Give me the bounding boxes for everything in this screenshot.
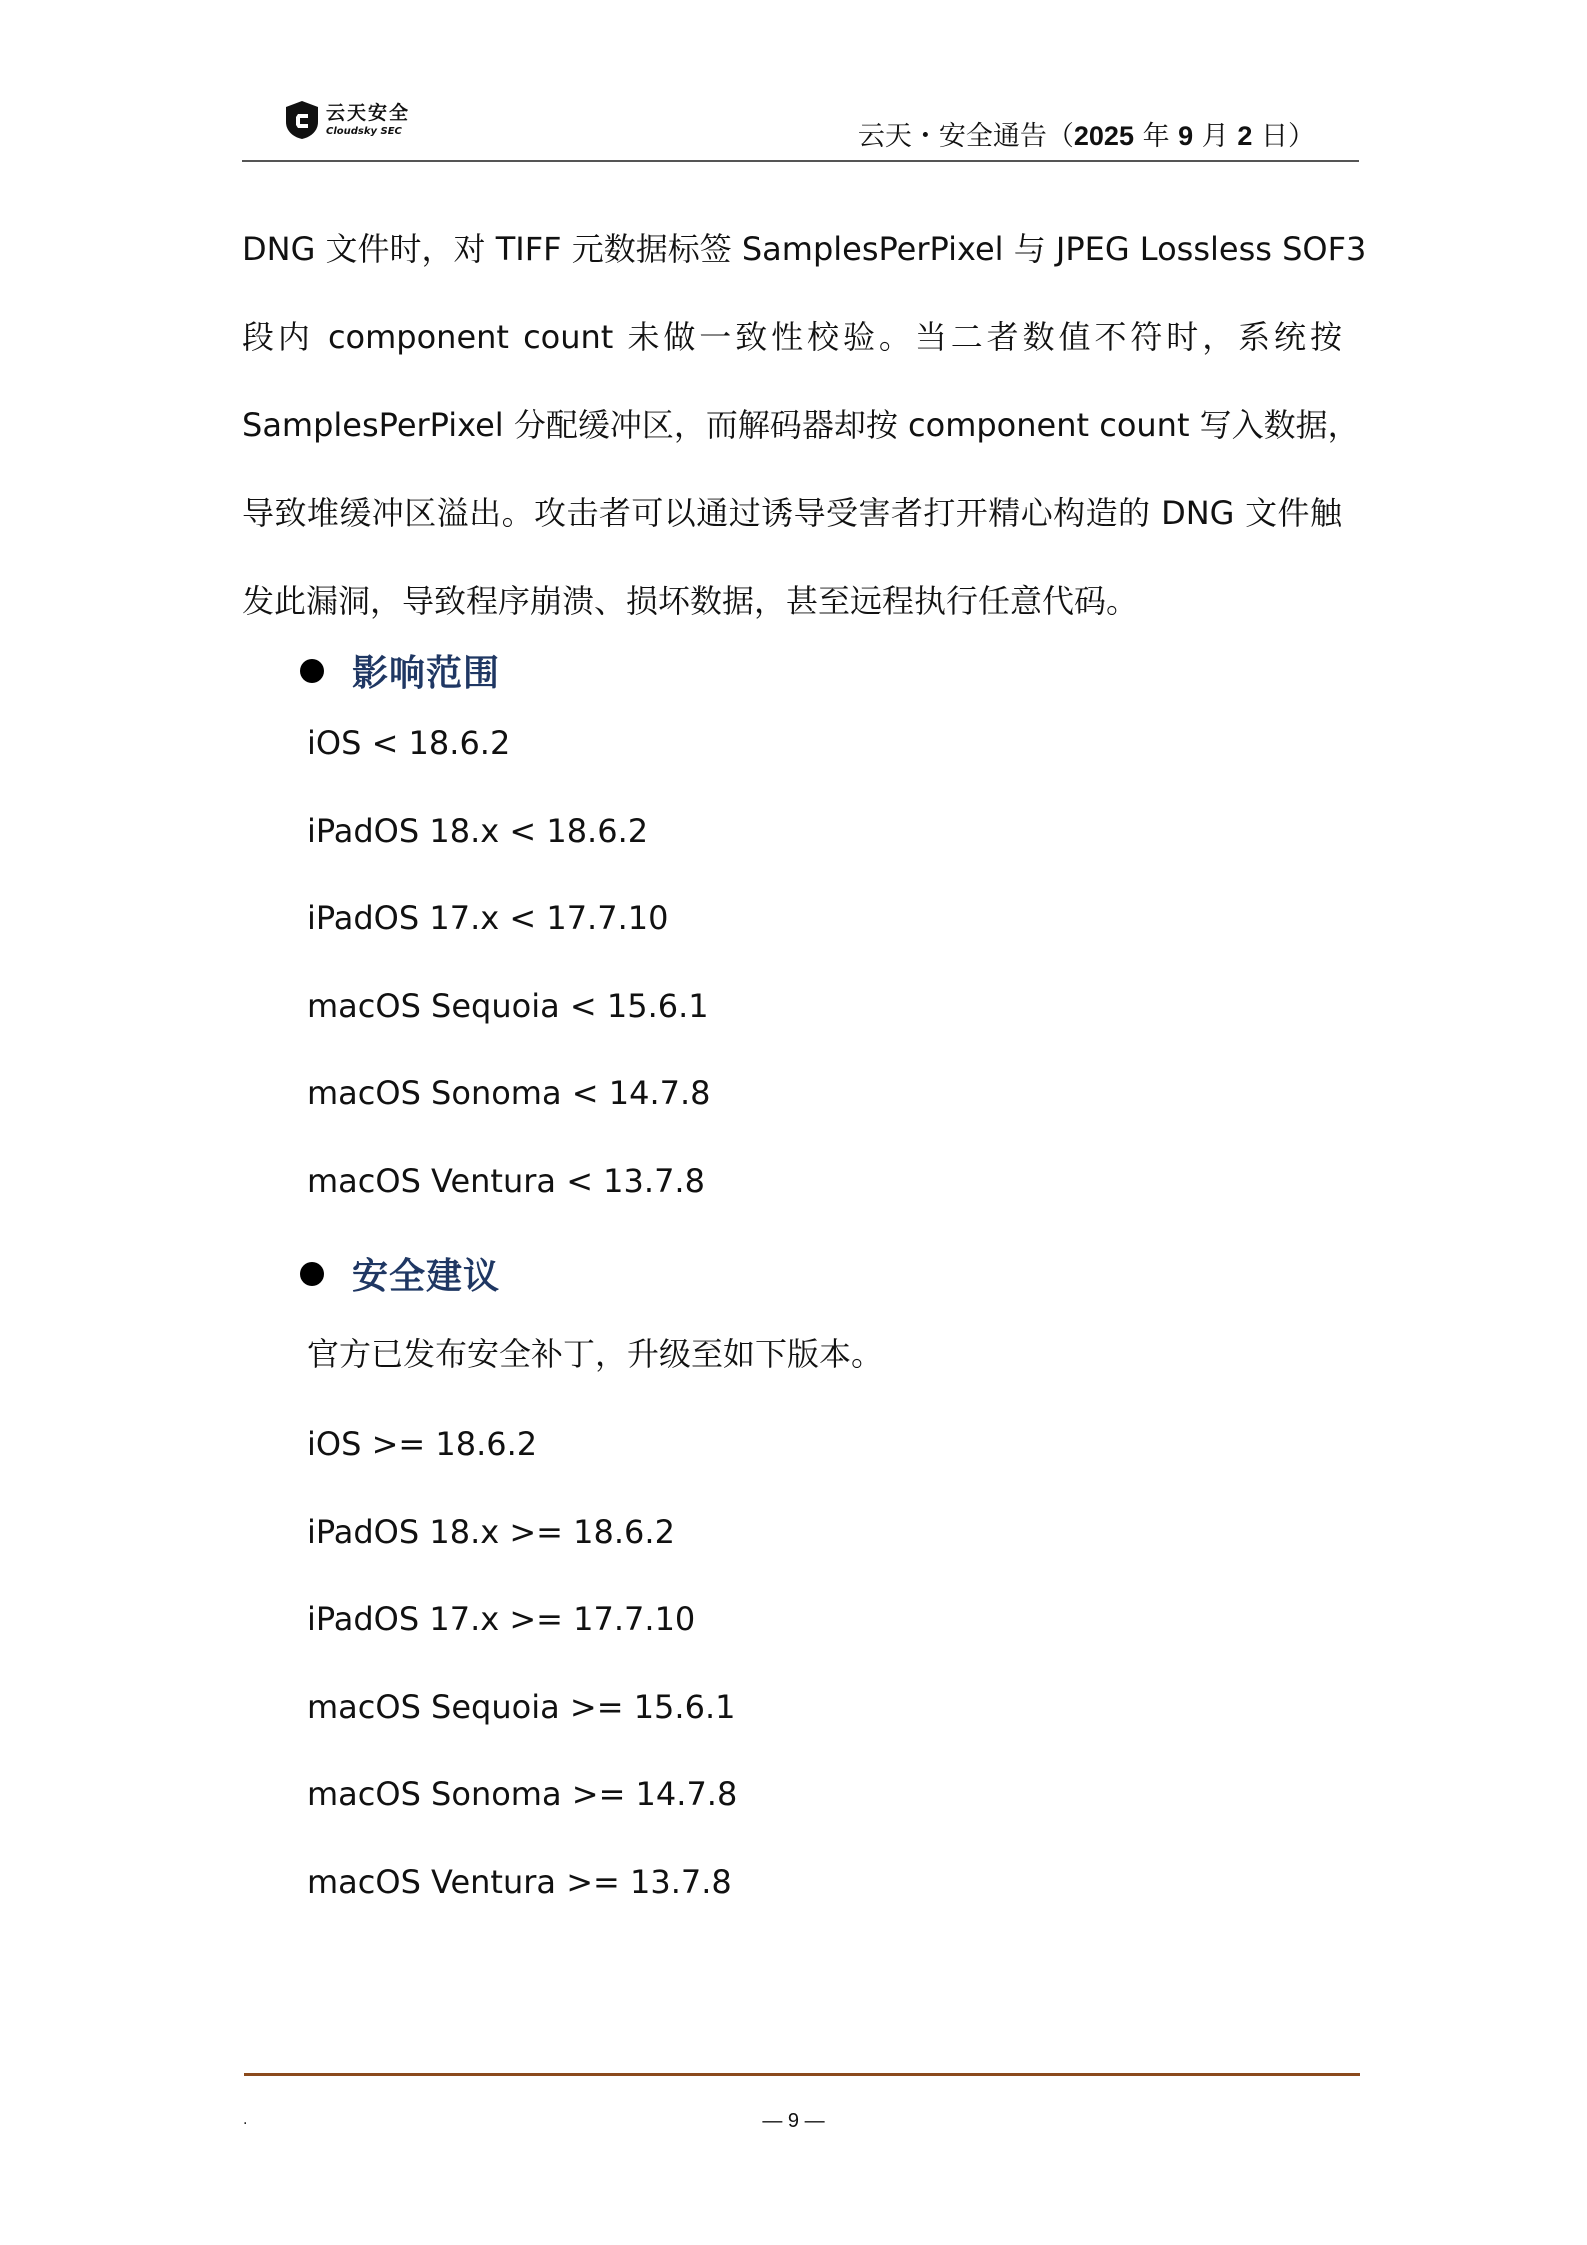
logo-en-text: Cloudsky SEC — [326, 125, 402, 137]
list-item: iPadOS 18.x >= 18.6.2 — [307, 1513, 675, 1551]
shield-logo-icon — [284, 100, 320, 140]
advice-intro: 官方已发布安全补丁，升级至如下版本。 — [307, 1335, 884, 1373]
section-title: 影响范围 — [352, 653, 501, 694]
list-item: macOS Ventura < 13.7.8 — [307, 1162, 705, 1200]
header-day-unit: 日） — [1261, 121, 1315, 152]
footer-mark: . — [243, 2112, 248, 2128]
header-month-unit: 月 — [1201, 121, 1229, 152]
list-item: iPadOS 17.x >= 17.7.10 — [307, 1600, 696, 1638]
paragraph-line: SamplesPerPixel 分配缓冲区，而解码器却按 component count 写入数据， — [242, 406, 1360, 444]
header-title — [858, 114, 1315, 153]
bullet-icon — [300, 659, 324, 683]
logo-cn-text: 云天安全 — [326, 101, 411, 124]
paragraph-line: 导致堆缓冲区溢出。攻击者可以通过诱导受害者打开精心构造的 DNG 文件触 — [242, 494, 1342, 532]
impact-section-heading — [300, 645, 500, 696]
page-header — [242, 90, 1359, 162]
list-item: macOS Sonoma >= 14.7.8 — [307, 1775, 738, 1813]
company-logo — [284, 100, 410, 140]
header-title-prefix: 云天・安全通告（ — [857, 121, 1074, 152]
list-item: iOS >= 18.6.2 — [307, 1425, 538, 1463]
advice-section-heading — [300, 1248, 500, 1299]
list-item: iPadOS 17.x < 17.7.10 — [307, 899, 669, 937]
paragraph-line: DNG 文件时，对 TIFF 元数据标签 SamplesPerPixel 与 JPEG Lossless SOF3 — [242, 230, 1367, 268]
list-item: iPadOS 18.x < 18.6.2 — [307, 812, 649, 850]
list-item: macOS Sequoia >= 15.6.1 — [307, 1688, 736, 1726]
paragraph-line: 段内 component count 未做一致性校验。当二者数值不符时，系统按 — [242, 318, 1342, 356]
list-item: iOS < 18.6.2 — [307, 724, 511, 762]
header-divider — [242, 160, 1359, 162]
list-item: macOS Sonoma < 14.7.8 — [307, 1074, 711, 1112]
intro-paragraph — [242, 205, 1367, 645]
section-title: 安全建议 — [352, 1256, 501, 1297]
header-year: 2025 — [1073, 121, 1134, 151]
footer-divider — [244, 2073, 1360, 2076]
paragraph-line: 发此漏洞，导致程序崩溃、损坏数据，甚至远程执行任意代码。 — [242, 582, 1139, 620]
bullet-icon — [300, 1262, 324, 1286]
list-item: macOS Ventura >= 13.7.8 — [307, 1863, 732, 1901]
list-item: macOS Sequoia < 15.6.1 — [307, 987, 709, 1025]
header-year-unit: 年 — [1142, 121, 1170, 152]
page-number: — 9 — — [762, 2110, 825, 2132]
header-month: 9 — [1178, 121, 1194, 151]
header-day: 2 — [1237, 121, 1253, 151]
